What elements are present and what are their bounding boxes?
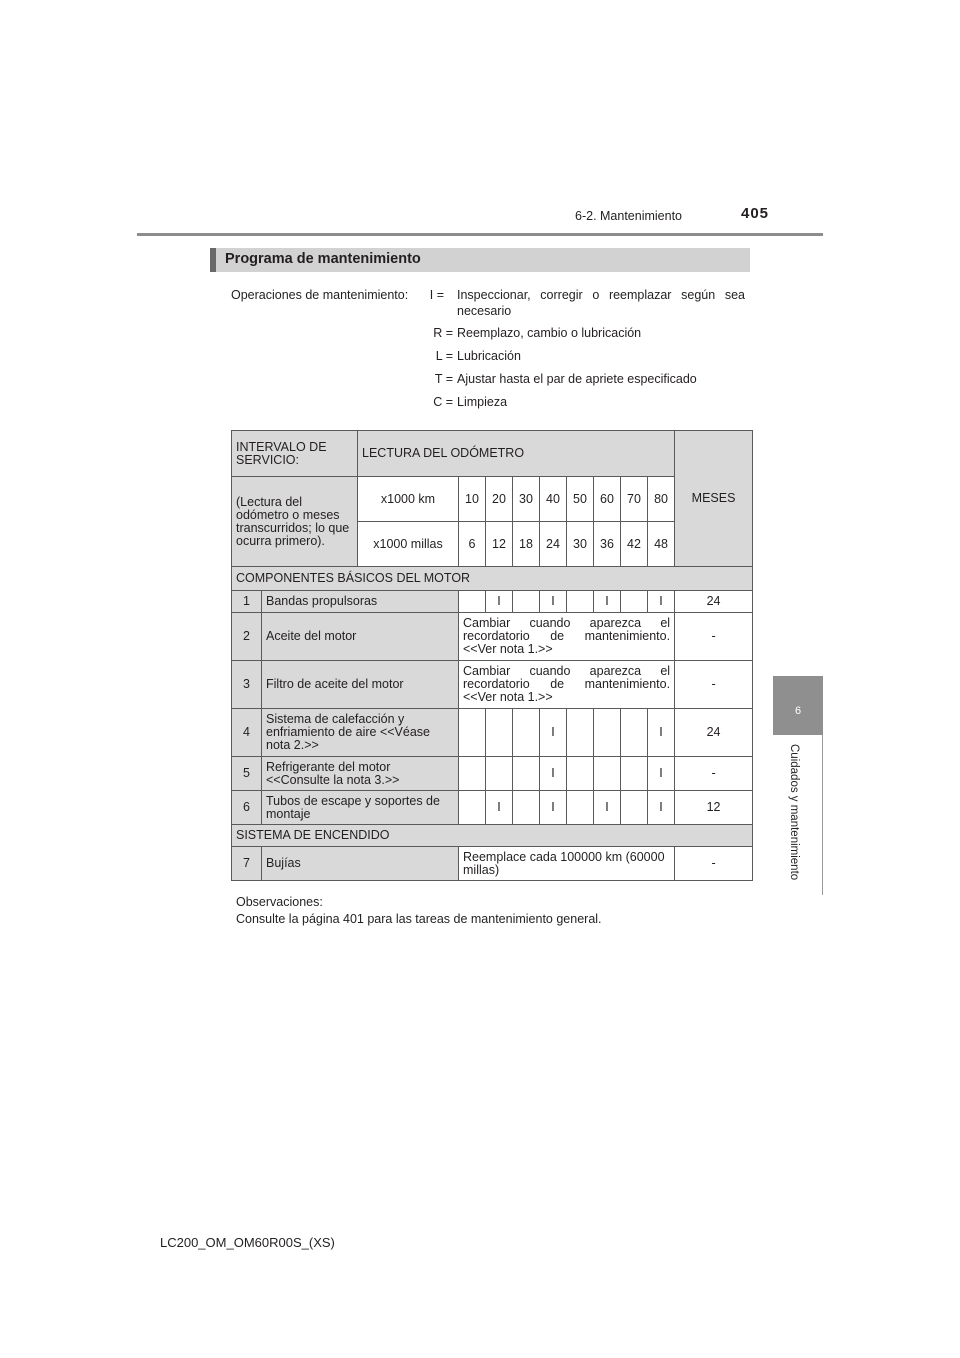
section-heading bbox=[210, 248, 750, 272]
row-cell: I bbox=[540, 709, 567, 757]
km-value: 20 bbox=[486, 477, 513, 522]
row-cell bbox=[513, 757, 540, 791]
row-cell: I bbox=[540, 757, 567, 791]
table-row bbox=[232, 709, 753, 757]
row-cell: I bbox=[648, 791, 675, 825]
row-note: Cambiar cuando aparezca el recordatorio de mantenimiento. <<Ver nota 1.>> bbox=[459, 661, 675, 709]
section-row-engine: COMPONENTES BÁSICOS DEL MOTOR bbox=[232, 567, 753, 591]
row-cell bbox=[594, 757, 621, 791]
row-months: 12 bbox=[675, 791, 753, 825]
row-cell: I bbox=[648, 591, 675, 613]
row-months: - bbox=[675, 661, 753, 709]
row-cell bbox=[459, 591, 486, 613]
miles-value: 12 bbox=[486, 522, 513, 567]
row-item: Sistema de calefacción y enfriamiento de aire <<Véase nota 2.>> bbox=[262, 709, 459, 757]
observations bbox=[236, 894, 602, 928]
observations-text: Consulte la página 401 para las tareas de mantenimiento general. bbox=[236, 912, 602, 926]
legend-desc-i: Inspeccionar, corregir o reemplazar según sea necesario bbox=[457, 288, 745, 318]
table-row bbox=[232, 661, 753, 709]
row-cell bbox=[459, 709, 486, 757]
document-code: LC200_OM_OM60R00S_(XS) bbox=[160, 1235, 335, 1250]
miles-label: x1000 millas bbox=[358, 522, 459, 567]
row-item: Tubos de escape y soportes de montaje bbox=[262, 791, 459, 825]
row-number: 4 bbox=[232, 709, 262, 757]
row-months: 24 bbox=[675, 591, 753, 613]
legend-label: Operaciones de mantenimiento: bbox=[231, 288, 409, 302]
header-section-title: 6-2. Mantenimiento bbox=[575, 209, 683, 223]
km-value: 60 bbox=[594, 477, 621, 522]
miles-value: 24 bbox=[540, 522, 567, 567]
chapter-tab-number: 6 bbox=[794, 705, 802, 717]
legend-desc-l: Lubricación bbox=[457, 349, 521, 363]
row-months: - bbox=[675, 847, 753, 881]
row-cell bbox=[459, 791, 486, 825]
km-label: x1000 km bbox=[358, 477, 459, 522]
row-months: - bbox=[675, 613, 753, 661]
row-number: 5 bbox=[232, 757, 262, 791]
row-cell bbox=[486, 757, 513, 791]
row-cell bbox=[567, 709, 594, 757]
row-cell: I bbox=[648, 757, 675, 791]
page-number: 405 bbox=[741, 205, 770, 222]
row-cell bbox=[594, 709, 621, 757]
months-header: MESES bbox=[675, 431, 753, 567]
legend-desc-c: Limpieza bbox=[457, 395, 508, 409]
row-item: Filtro de aceite del motor bbox=[262, 661, 459, 709]
section-row-ignition: SISTEMA DE ENCENDIDO bbox=[232, 825, 753, 847]
legend-desc-t: Ajustar hasta el par de apriete especificado bbox=[457, 372, 697, 386]
legend-code-c: C = bbox=[433, 395, 453, 409]
miles-value: 6 bbox=[459, 522, 486, 567]
row-cell bbox=[621, 709, 648, 757]
row-cell bbox=[567, 791, 594, 825]
header-divider bbox=[137, 233, 823, 236]
row-item: Refrigerante del motor <<Consulte la nota 3.>> bbox=[262, 757, 459, 791]
miles-value: 18 bbox=[513, 522, 540, 567]
km-value: 80 bbox=[648, 477, 675, 522]
table-row bbox=[232, 847, 753, 881]
row-number: 1 bbox=[232, 591, 262, 613]
row-cell bbox=[486, 709, 513, 757]
table-row bbox=[232, 613, 753, 661]
legend-code-i: I = bbox=[429, 288, 444, 302]
km-value: 10 bbox=[459, 477, 486, 522]
row-note: Cambiar cuando aparezca el recordatorio de mantenimiento. <<Ver nota 1.>> bbox=[459, 613, 675, 661]
interval-note: (Lectura del odómetro o meses transcurridos; lo que ocurra primero). bbox=[232, 477, 358, 567]
legend-code-l: L = bbox=[435, 349, 453, 363]
row-number: 3 bbox=[232, 661, 262, 709]
row-note: Reemplace cada 100000 km (60000 millas) bbox=[459, 847, 675, 881]
row-cell: I bbox=[594, 591, 621, 613]
row-months: 24 bbox=[675, 709, 753, 757]
row-item: Bujías bbox=[262, 847, 459, 881]
legend-code-t: T = bbox=[434, 372, 453, 386]
section-heading-text: Programa de mantenimiento bbox=[225, 251, 421, 267]
row-number: 2 bbox=[232, 613, 262, 661]
legend-code-r: R = bbox=[433, 326, 453, 340]
row-item: Aceite del motor bbox=[262, 613, 459, 661]
row-cell: I bbox=[648, 709, 675, 757]
table-row bbox=[232, 757, 753, 791]
km-value: 30 bbox=[513, 477, 540, 522]
row-cell bbox=[567, 591, 594, 613]
interval-label: INTERVALO DE SERVICIO: bbox=[232, 431, 358, 477]
row-cell: I bbox=[486, 591, 513, 613]
odometer-label: LECTURA DEL ODÓMETRO bbox=[358, 431, 675, 477]
legend-desc-r: Reemplazo, cambio o lubricación bbox=[457, 326, 642, 340]
row-cell bbox=[513, 709, 540, 757]
miles-value: 36 bbox=[594, 522, 621, 567]
row-cell bbox=[621, 757, 648, 791]
row-cell bbox=[621, 591, 648, 613]
miles-value: 48 bbox=[648, 522, 675, 567]
chapter-tab-divider bbox=[822, 735, 823, 895]
km-value: 40 bbox=[540, 477, 567, 522]
row-item: Bandas propulsoras bbox=[262, 591, 459, 613]
row-cell: I bbox=[540, 791, 567, 825]
miles-value: 42 bbox=[621, 522, 648, 567]
row-number: 6 bbox=[232, 791, 262, 825]
row-cell bbox=[567, 757, 594, 791]
row-cell bbox=[621, 791, 648, 825]
row-cell: I bbox=[540, 591, 567, 613]
chapter-tab-label: Cuidados y mantenimiento bbox=[788, 744, 800, 881]
row-cell: I bbox=[594, 791, 621, 825]
km-value: 70 bbox=[621, 477, 648, 522]
observations-title: Observaciones: bbox=[236, 895, 323, 909]
row-cell: I bbox=[486, 791, 513, 825]
miles-value: 30 bbox=[567, 522, 594, 567]
table-row bbox=[232, 591, 753, 613]
row-cell bbox=[513, 791, 540, 825]
chapter-tab[interactable] bbox=[773, 676, 823, 735]
table-row bbox=[232, 791, 753, 825]
row-number: 7 bbox=[232, 847, 262, 881]
row-cell bbox=[459, 757, 486, 791]
km-value: 50 bbox=[567, 477, 594, 522]
row-cell bbox=[513, 591, 540, 613]
maintenance-schedule-table bbox=[231, 430, 753, 881]
row-months: - bbox=[675, 757, 753, 791]
